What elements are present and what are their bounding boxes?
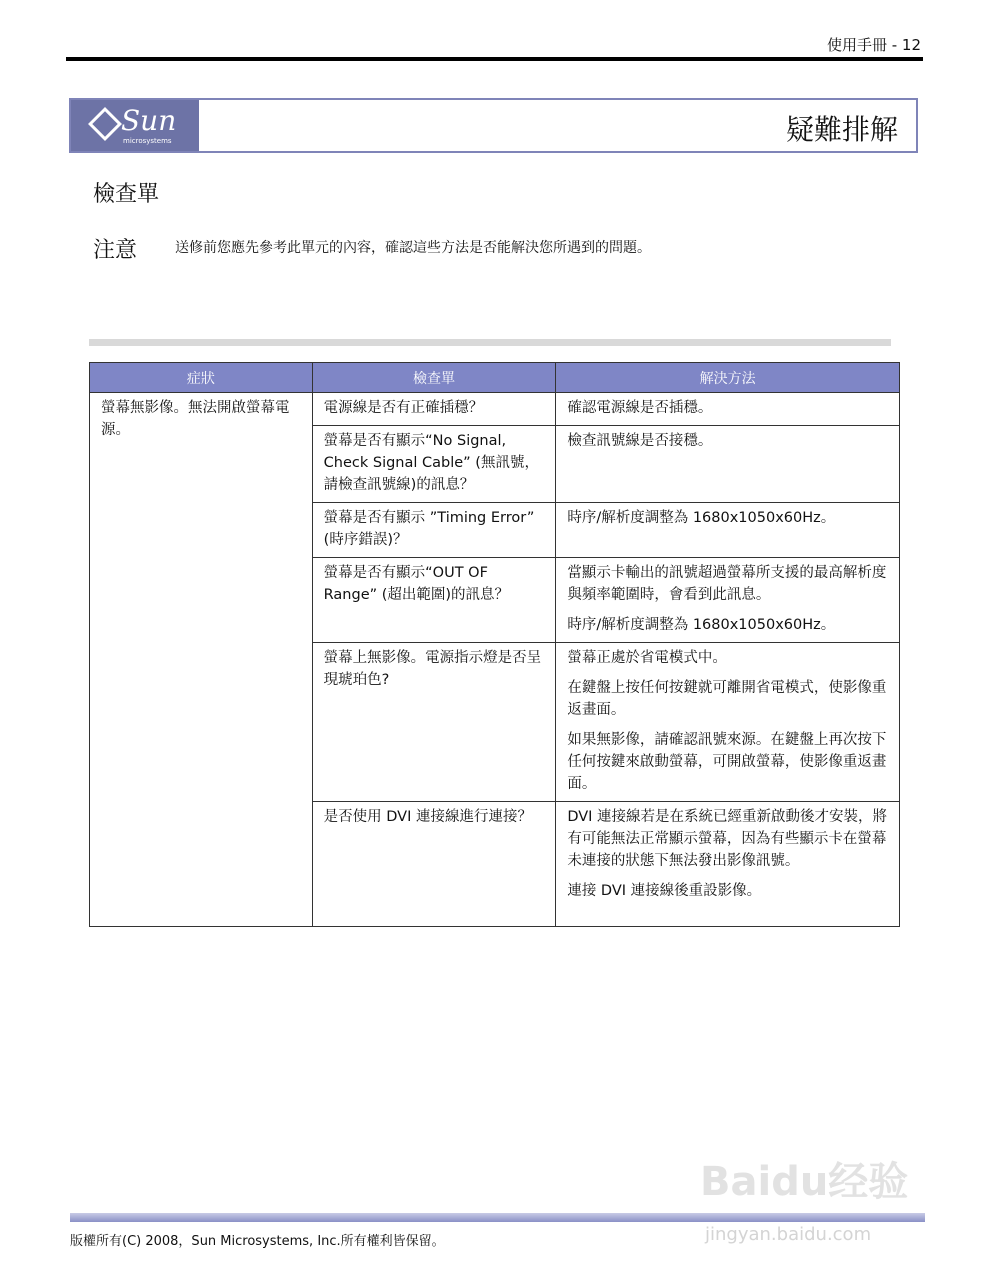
- note-text: 送修前您應先參考此單元的內容，確認這些方法是否能解決您所遇到的問題。: [175, 240, 651, 256]
- watermark: Baidu经验: [700, 1159, 909, 1205]
- solution-text: 在鍵盤上按任何按鍵就可離開省電模式，使影像重返畫面。: [567, 680, 887, 718]
- solution-cell: [556, 558, 900, 643]
- header-check: 檢查單: [312, 363, 556, 393]
- sun-diamond-icon: [88, 107, 122, 141]
- check-cell: 螢幕上無影像。電源指示燈是否呈現琥珀色?: [312, 643, 556, 802]
- solution-cell: [556, 802, 900, 927]
- sun-logo: [71, 100, 199, 151]
- solution-text: 螢幕正處於省電模式中。: [567, 650, 727, 666]
- solution-cell: [556, 393, 900, 426]
- solution-text: 連接 DVI 連接線後重設影像。: [567, 883, 762, 899]
- chapter-title: 疑難排解: [785, 113, 898, 146]
- checklist-table: [89, 362, 900, 927]
- logo-subtext: microsystems: [123, 137, 172, 145]
- table-row: [90, 393, 900, 426]
- check-cell: 是否使用 DVI 連接線進行連接？: [312, 802, 556, 927]
- solution-text: 如果無影像，請確認訊號來源。在鍵盤上再次按下任何按鍵來啟動螢幕，可開啟螢幕，使影像重返畫面。: [567, 732, 887, 792]
- section-title: 檢查單: [93, 182, 160, 207]
- watermark-url: jingyan.baidu.com: [705, 1224, 872, 1245]
- check-cell: 螢幕是否有顯示 ”Timing Error” (時序錯誤)？: [312, 503, 556, 558]
- check-cell: 電源線是否有正確插穩？: [312, 393, 556, 426]
- chapter-banner: [69, 98, 918, 153]
- solution-text: 時序/解析度調整為 1680x1050x60Hz。: [567, 510, 836, 526]
- divider: [89, 339, 891, 346]
- solution-text: 檢查訊號線是否接穩。: [567, 433, 713, 449]
- page-header: 使用手冊 - 12: [826, 36, 921, 54]
- footer-copyright: 版權所有(C) 2008，Sun Microsystems, Inc.所有權利皆保留。: [70, 1234, 445, 1249]
- footer-band: [70, 1213, 925, 1222]
- header-symptom: 症狀: [90, 363, 313, 393]
- solution-cell: [556, 426, 900, 503]
- solution-text: 時序/解析度調整為 1680x1050x60Hz。: [567, 617, 836, 633]
- check-cell: 螢幕是否有顯示“OUT OF Range” (超出範圍)的訊息？: [312, 558, 556, 643]
- solution-cell: [556, 503, 900, 558]
- logo-text: Sun: [121, 104, 177, 137]
- solution-text: 確認電源線是否插穩。: [567, 400, 713, 416]
- solution-cell: [556, 643, 900, 802]
- header-solution: 解決方法: [556, 363, 900, 393]
- note-label: 注意: [93, 238, 138, 263]
- check-cell: 螢幕是否有顯示“No Signal, Check Signal Cable” (無訊號，請檢查訊號線)的訊息？: [312, 426, 556, 503]
- symptom-cell: 螢幕無影像。無法開啟螢幕電源。: [90, 393, 313, 927]
- header-rule: [66, 57, 923, 61]
- solution-text: DVI 連接線若是在系統已經重新啟動後才安裝，將有可能無法正常顯示螢幕，因為有些顯示卡在螢幕未連接的狀態下無法發出影像訊號。: [567, 809, 888, 869]
- solution-text: 當顯示卡輸出的訊號超過螢幕所支援的最高解析度與頻率範圍時，會看到此訊息。: [567, 565, 887, 603]
